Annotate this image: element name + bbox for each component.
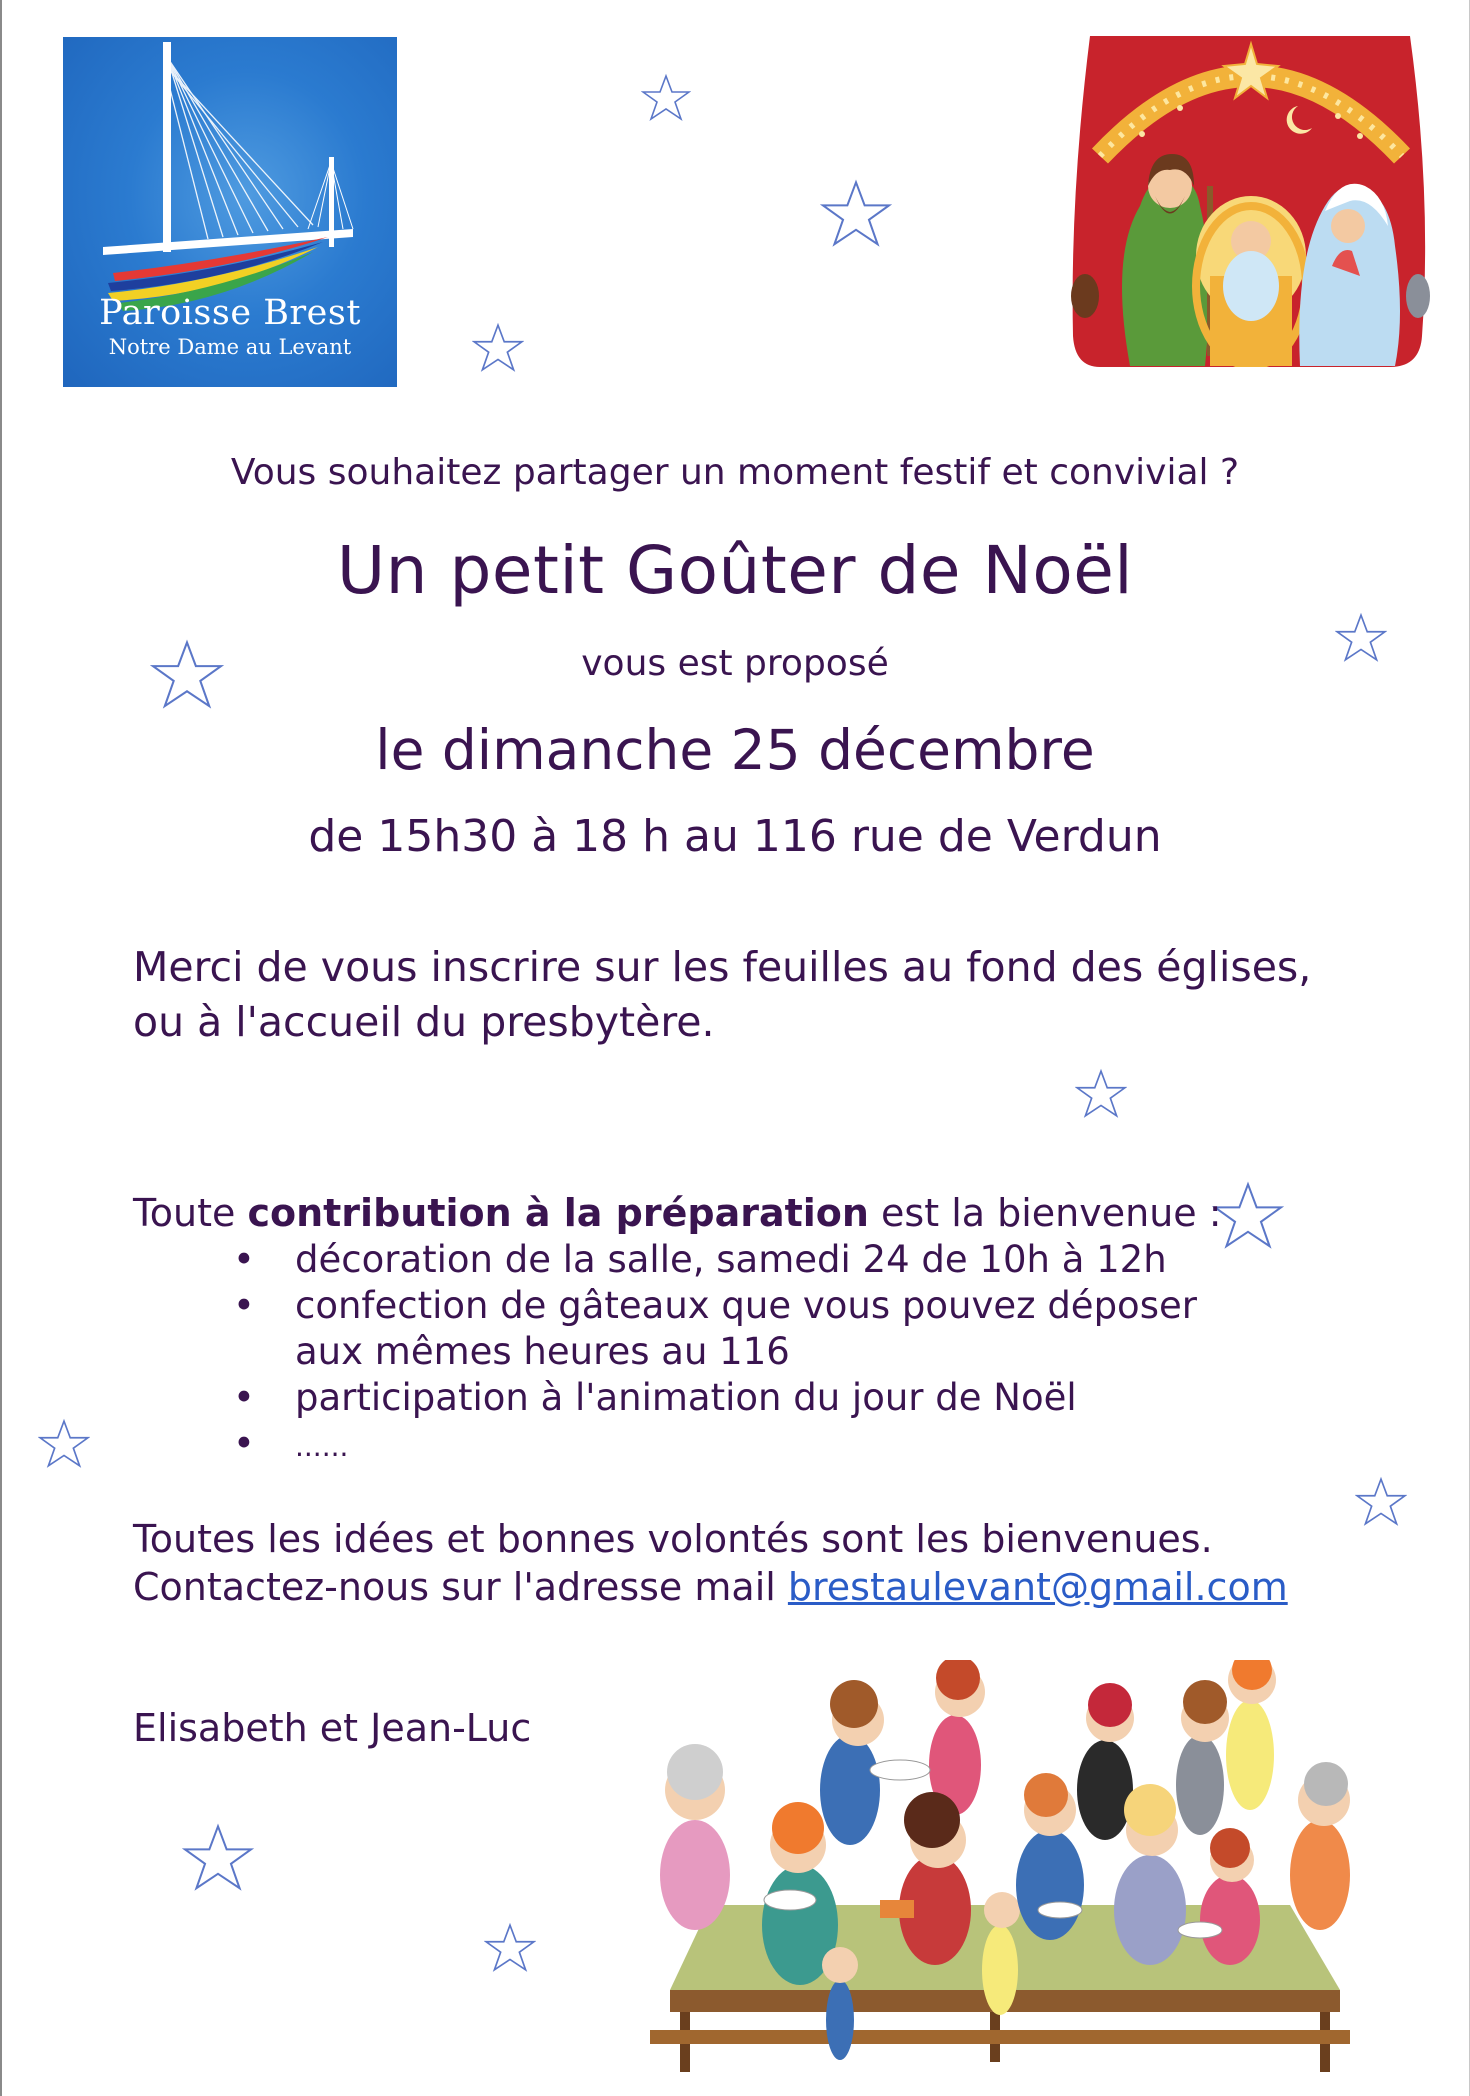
parish-logo <box>63 37 397 387</box>
contact-line <box>133 1563 1333 1611</box>
nativity-illustration <box>1070 36 1432 367</box>
list-item-text: participation à l'animation du jour de Noël <box>295 1376 1077 1419</box>
list-item-text: aux mêmes heures au 116 <box>295 1330 790 1373</box>
event-date: le dimanche 25 décembre <box>375 718 1095 782</box>
page-border-left <box>0 0 2 2096</box>
page-title: Un petit Goûter de Noël <box>336 532 1134 609</box>
contribution-heading <box>133 1186 1333 1241</box>
signup-line-1: Merci de vous inscrire sur les feuilles au fond des églises, <box>133 943 1312 991</box>
logo-subtitle: Notre Dame au Levant <box>108 335 352 359</box>
intro-question: Vous souhaitez partager un moment festif et convivial ? <box>230 452 1240 493</box>
contribution-list <box>133 1237 1233 1470</box>
bullet: • <box>233 1422 255 1465</box>
star-icon <box>1075 1068 1127 1120</box>
bullet: • <box>233 1284 255 1327</box>
list-item <box>133 1421 1233 1470</box>
star-icon <box>641 73 691 123</box>
email-link[interactable]: brestaulevant@gmail.com <box>787 1565 1288 1609</box>
list-item-continuation <box>133 1329 1233 1375</box>
contribution-bold: contribution à la préparation <box>247 1191 869 1235</box>
star-icon <box>182 1822 254 1894</box>
bullet: • <box>233 1376 255 1419</box>
event-hours-address: de 15h30 à 18 h au 116 rue de Verdun <box>308 811 1162 862</box>
signup-paragraph <box>133 940 1333 1050</box>
contact-paragraph <box>133 1515 1333 1611</box>
list-item-text: ...... <box>295 1430 349 1463</box>
list-item <box>133 1375 1233 1421</box>
list-item-text: décoration de la salle, samedi 24 de 10h à 12h <box>295 1238 1167 1281</box>
contribution-prefix: Toute <box>133 1191 248 1235</box>
contact-prefix: Contactez-nous sur l'adresse mail <box>133 1565 788 1609</box>
star-icon <box>1355 1476 1407 1528</box>
signup-line-2: ou à l'accueil du presbytère. <box>133 998 715 1046</box>
star-icon <box>38 1418 90 1470</box>
signature: Elisabeth et Jean-Luc <box>133 1706 532 1750</box>
list-item <box>133 1237 1233 1283</box>
list-item <box>133 1283 1233 1329</box>
proposed-text: vous est proposé <box>581 643 889 684</box>
logo-title: Paroisse Brest <box>99 293 361 333</box>
star-icon <box>820 178 892 250</box>
ideas-line: Toutes les idées et bonnes volontés sont les bienvenues. <box>133 1517 1213 1561</box>
star-icon <box>484 1922 536 1974</box>
contribution-suffix: est la bienvenue : <box>868 1191 1222 1235</box>
family-party-illustration <box>640 1660 1365 2090</box>
bullet: • <box>233 1238 255 1281</box>
list-item-text: confection de gâteaux que vous pouvez déposer <box>295 1284 1197 1327</box>
star-icon <box>472 322 524 374</box>
